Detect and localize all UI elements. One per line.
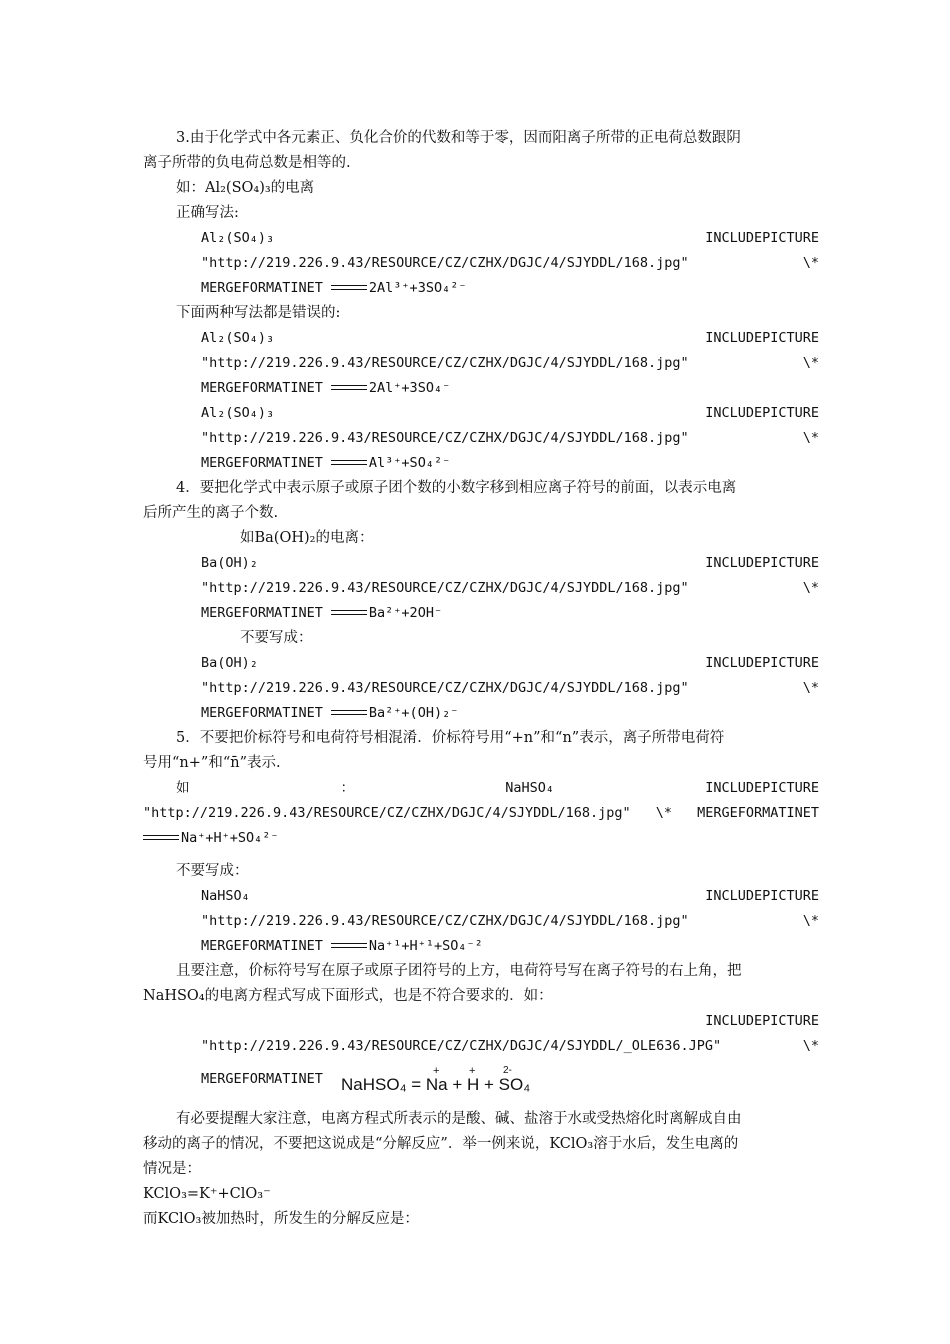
paragraph: 号用“n+”和“n̄”表示. <box>143 755 281 771</box>
field-line <box>143 776 819 801</box>
field-line <box>143 601 819 626</box>
field-code: INCLUDEPICTURE <box>705 405 819 421</box>
document-body <box>143 126 819 1232</box>
field-switch: \* <box>802 430 819 446</box>
field-url: "http://219.226.9.43/RESOURCE/CZ/CZHX/DGJC/4/SJYDDL/168.jpg" <box>143 805 631 821</box>
field-line <box>143 226 819 251</box>
paragraph: 且要注意，价标符号写在原子或原子团符号的上方，电荷符号写在离子符号的右上角，把 <box>176 963 742 979</box>
equals-sign <box>331 609 367 617</box>
field-switch: \* <box>802 680 819 696</box>
equation: KClO₃=K⁺+ClO₃⁻ <box>143 1186 271 1202</box>
field-url: "http://219.226.9.43/RESOURCE/CZ/CZHX/DGJC/4/SJYDDL/168.jpg" <box>201 680 689 696</box>
field-code: INCLUDEPICTURE <box>705 888 819 904</box>
correct-label: 正确写法: <box>176 205 239 221</box>
field-merge: MERGEFORMATINET <box>201 938 323 954</box>
field-switch: \* <box>802 1038 819 1054</box>
field-code: INCLUDEPICTURE <box>705 1013 819 1029</box>
formula: 2Al⁺+3SO₄⁻ <box>368 380 451 396</box>
example-label: 如：Al₂(SO₄)₃的电离 <box>176 180 315 196</box>
paragraph: 3.由于化学式中各元素正、负化合价的代数和等于零，因而阳离子所带的正电荷总数跟阴 <box>176 130 741 146</box>
nahso4-formula-image <box>341 1062 541 1096</box>
paragraph: 移动的离子的情况，不要把这说成是“分解反应”．举一例来说，KClO₃溶于水后，发生电离的 <box>143 1136 739 1152</box>
field-merge: MERGEFORMATINET <box>201 280 323 296</box>
field-line <box>143 1009 819 1034</box>
paragraph: 有必要提醒大家注意，电离方程式所表示的是酸、碱、盐溶于水或受热熔化时离解成自由 <box>176 1111 742 1127</box>
paragraph: 后所产生的离子个数. <box>143 505 279 521</box>
field-line <box>143 701 819 726</box>
field-merge: MERGEFORMATINET <box>201 1071 323 1087</box>
field-line <box>143 351 819 376</box>
paragraph: 情况是： <box>143 1161 201 1177</box>
field-code: INCLUDEPICTURE <box>705 230 819 246</box>
field-line <box>143 1034 819 1059</box>
field-line <box>143 576 819 601</box>
field-line <box>143 451 819 476</box>
example-label: 如 <box>176 780 190 796</box>
field-url: "http://219.226.9.43/RESOURCE/CZ/CZHX/DGJC/4/SJYDDL/168.jpg" <box>201 255 689 271</box>
field-line <box>143 801 819 826</box>
formula: Ba²⁺+(OH)₂⁻ <box>368 705 459 721</box>
field-line <box>143 676 819 701</box>
field-line <box>143 551 819 576</box>
ole-formula-text: NaHSO₄ = Na + H + SO₄ <box>341 1075 531 1094</box>
field-line <box>143 376 819 401</box>
field-merge: MERGEFORMATINET <box>201 705 323 721</box>
field-line <box>143 251 819 276</box>
field-line <box>143 651 819 676</box>
field-url: "http://219.226.9.43/RESOURCE/CZ/CZHX/DGJC/4/SJYDDL/168.jpg" <box>201 913 689 929</box>
field-switch: \* <box>802 355 819 371</box>
field-url: "http://219.226.9.43/RESOURCE/CZ/CZHX/DGJC/4/SJYDDL/_OLE636.JPG" <box>201 1038 722 1054</box>
field-code: INCLUDEPICTURE <box>705 555 819 571</box>
valence-mark: + <box>433 1065 440 1077</box>
field-switch: \* <box>802 255 819 271</box>
equals-sign <box>331 709 367 717</box>
example-label: 如Ba(OH)₂的电离： <box>240 530 374 546</box>
formula: Ba(OH)₂ <box>201 555 258 571</box>
field-line <box>143 934 819 959</box>
dont-label: 不要写成： <box>176 863 249 879</box>
paragraph: 而KClO₃被加热时，所发生的分解反应是： <box>143 1211 419 1227</box>
formula: Na⁺+H⁺+SO₄²⁻ <box>181 830 279 846</box>
formula: NaHSO₄ <box>201 888 250 904</box>
wrong-label: 下面两种写法都是错误的: <box>176 305 341 321</box>
field-merge: MERGEFORMATINET <box>201 605 323 621</box>
field-line <box>143 909 819 934</box>
paragraph: 4．要把化学式中表示原子或原子团个数的小数字移到相应离子符号的前面，以表示电离 <box>176 480 737 496</box>
field-url: "http://219.226.9.43/RESOURCE/CZ/CZHX/DGJC/4/SJYDDL/168.jpg" <box>201 430 689 446</box>
field-switch: \* <box>802 913 819 929</box>
field-merge: MERGEFORMATINET <box>201 455 323 471</box>
field-code: INCLUDEPICTURE <box>705 330 819 346</box>
formula: Al₂(SO₄)₃ <box>201 230 275 246</box>
field-line <box>143 884 819 909</box>
paragraph: 离子所带的负电荷总数是相等的. <box>143 155 351 171</box>
equals-sign <box>143 834 179 842</box>
colon: ： <box>340 780 355 796</box>
valence-mark: + <box>469 1065 476 1077</box>
formula: Al₂(SO₄)₃ <box>201 405 275 421</box>
field-url: "http://219.226.9.43/RESOURCE/CZ/CZHX/DGJC/4/SJYDDL/168.jpg" <box>201 580 689 596</box>
field-switch: \* <box>655 805 672 821</box>
field-merge: MERGEFORMATINET <box>697 805 819 821</box>
formula: Ba(OH)₂ <box>201 655 258 671</box>
field-line <box>143 276 819 301</box>
paragraph: NaHSO₄的电离方程式写成下面形式，也是不符合要求的．如： <box>143 988 553 1004</box>
equals-sign <box>331 942 367 950</box>
dont-label: 不要写成： <box>240 630 313 646</box>
formula: Na⁺¹+H⁺¹+SO₄⁻² <box>368 938 483 954</box>
field-code: INCLUDEPICTURE <box>705 780 819 796</box>
formula: Ba²⁺+2OH⁻ <box>368 605 443 621</box>
field-switch: \* <box>802 580 819 596</box>
formula: Al³⁺+SO₄²⁻ <box>368 455 451 471</box>
field-url: "http://219.226.9.43/RESOURCE/CZ/CZHX/DGJC/4/SJYDDL/168.jpg" <box>201 355 689 371</box>
field-merge: MERGEFORMATINET <box>201 380 323 396</box>
field-line <box>143 426 819 451</box>
paragraph: 5．不要把价标符号和电荷符号相混淆．价标符号用“+n”和“n”表示，离子所带电荷符 <box>176 730 725 746</box>
formula: Al₂(SO₄)₃ <box>201 330 275 346</box>
equals-sign <box>331 384 367 392</box>
equals-sign <box>331 284 367 292</box>
formula: 2Al³⁺+3SO₄²⁻ <box>368 280 467 296</box>
field-line <box>143 401 819 426</box>
field-line <box>143 1059 819 1099</box>
field-line <box>143 326 819 351</box>
valence-mark: 2- <box>503 1065 512 1076</box>
field-line <box>143 826 819 851</box>
formula: NaHSO₄ <box>505 780 555 796</box>
field-code: INCLUDEPICTURE <box>705 655 819 671</box>
equals-sign <box>331 459 367 467</box>
